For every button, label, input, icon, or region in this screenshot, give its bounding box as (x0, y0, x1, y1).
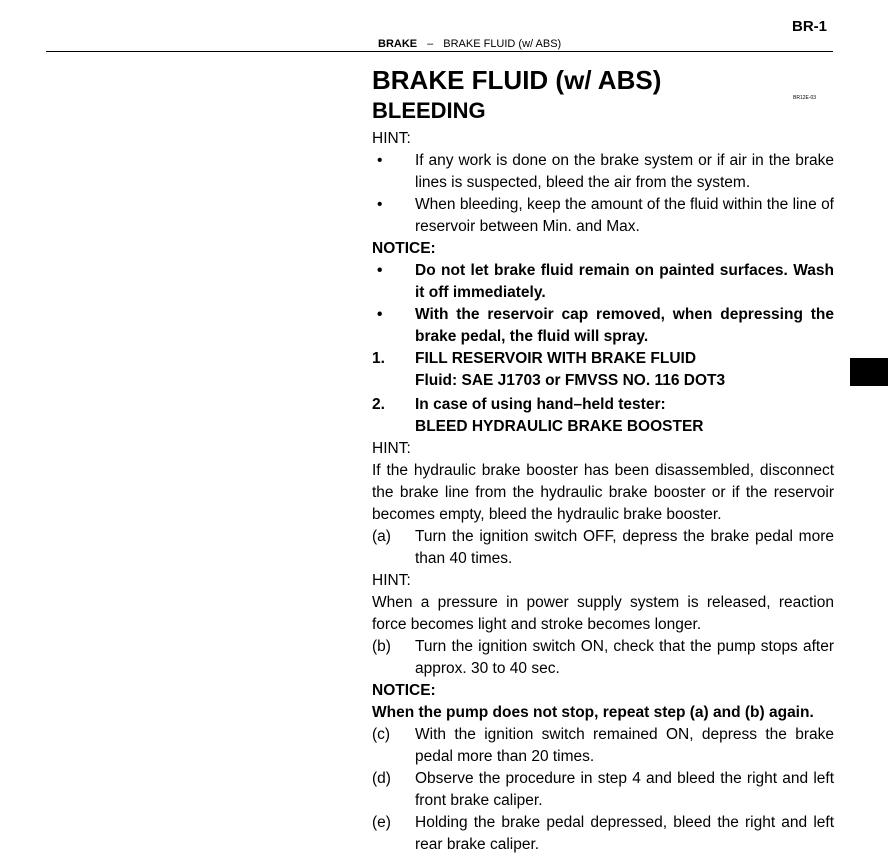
substep-item (372, 636, 834, 680)
substep-text: Holding the brake pedal depressed, bleed the right and left rear brake caliper. (415, 814, 834, 853)
subsection-name: BRAKE FLUID (w/ ABS) (443, 38, 562, 50)
substep-mark: (e) (372, 814, 391, 831)
section-name: BRAKE (378, 38, 418, 50)
hint-label: HINT: (372, 572, 411, 589)
section-tab-marker (850, 358, 888, 386)
step-text (415, 394, 834, 438)
notice-label: NOTICE: (372, 240, 436, 257)
list-item (372, 260, 834, 304)
substep-text: Turn the ignition switch ON, check that the pump stops after approx. 30 to 40 sec. (415, 638, 834, 677)
substep-item (372, 526, 834, 570)
document-code: BR12E-03 (793, 95, 817, 101)
hint-label: HINT: (372, 130, 411, 147)
list-item-text: If any work is done on the brake system or if air in the brake lines is suspected, bleed the air from the system. (415, 152, 834, 191)
list-item-text: Do not let brake fluid remain on painted surfaces. Wash it off immediately. (415, 262, 834, 301)
hint-text: If the hydraulic brake booster has been disassembled, disconnect the brake line from the hydraulic brake booster or if the reservoir becomes empty, bleed the hydraulic brake booster. (372, 462, 834, 523)
list-item (372, 150, 834, 194)
substep-text: Turn the ignition switch OFF, depress the brake pedal more than 40 times. (415, 528, 834, 567)
list-item-text: When bleeding, keep the amount of the fluid within the line of reservoir between Min. and Max. (415, 196, 834, 235)
list-item (372, 194, 834, 238)
substep-text: Observe the procedure in step 4 and bleed the right and left front brake caliper. (415, 770, 834, 809)
notice-label: NOTICE: (372, 682, 436, 699)
step-number: 1. (372, 350, 385, 367)
bullet-icon: • (377, 152, 383, 169)
bullet-icon: • (377, 262, 383, 279)
section-separator: – (427, 38, 434, 50)
step-heading: In case of using hand–held tester: (415, 396, 666, 413)
hint-label: HINT: (372, 440, 411, 457)
substep-mark: (d) (372, 770, 391, 787)
step-item (372, 394, 834, 438)
bullet-icon: • (377, 196, 383, 213)
bullet-icon: • (377, 306, 383, 323)
substep-item (372, 724, 834, 768)
substep-mark: (b) (372, 638, 391, 655)
step-text (415, 348, 834, 392)
substep-mark: (a) (372, 528, 391, 545)
step-heading: FILL RESERVOIR WITH BRAKE FLUID (415, 350, 697, 367)
substep-item (372, 768, 834, 812)
list-item (372, 304, 834, 348)
list-item-text: With the reservoir cap removed, when depressing the brake pedal, the fluid will spray. (415, 306, 834, 345)
step-item (372, 348, 834, 392)
main-content (372, 64, 834, 856)
step-detail: BLEED HYDRAULIC BRAKE BOOSTER (415, 418, 704, 435)
step-number: 2. (372, 396, 385, 413)
header-rule (46, 51, 833, 52)
section-header (378, 38, 561, 50)
notice-text: When the pump does not stop, repeat step (a) and (b) again. (372, 704, 814, 721)
hint-text: When a pressure in power supply system is released, reaction force becomes light and stroke becomes longer. (372, 594, 834, 633)
page-number: BR-1 (792, 18, 828, 35)
step-detail: Fluid: SAE J1703 or FMVSS NO. 116 DOT3 (415, 372, 726, 389)
page-title: BRAKE FLUID (w/ ABS) (372, 65, 662, 95)
substep-item (372, 812, 834, 856)
substep-mark: (c) (372, 726, 391, 743)
page-subtitle: BLEEDING (372, 98, 486, 123)
substep-text: With the ignition switch remained ON, depress the brake pedal more than 20 times. (415, 726, 834, 765)
